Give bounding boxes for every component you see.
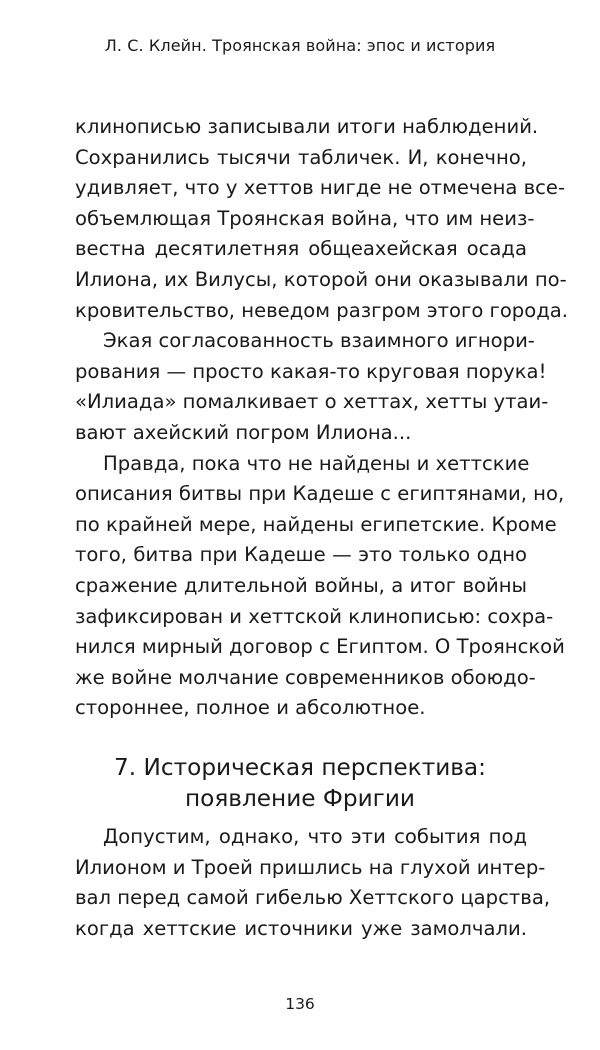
text-line: Илиона, их Вилусы, которой они оказывали по- (75, 267, 567, 291)
text-line: же войне молчание современников обоюдо- (75, 665, 536, 689)
page-number: 136 (285, 995, 315, 1013)
paragraph (75, 326, 549, 448)
paragraph (75, 112, 569, 326)
text-line: сражение длительной войны, а итог войны (75, 573, 527, 597)
section-heading-line: появление Фригии (185, 785, 415, 812)
running-header: Л. С. Клейн. Троянская война: эпос и история (104, 36, 496, 55)
text-line: клинописью записывали итоги наблюдений. (75, 115, 539, 138)
text-line: «Илиада» помалкивает о хеттах, хетты утаи- (75, 390, 549, 414)
text-line: вал перед самой гибелью Хеттского царства, (75, 886, 551, 910)
text-line: того, битва при Кадеше — это только одно (75, 543, 527, 567)
text-line: Илионом и Троей пришлись на глухой интер- (75, 855, 546, 879)
text-line: когда хеттские источники уже замолчали. (75, 916, 527, 940)
body-text-before-heading (75, 112, 569, 724)
section-heading (0, 752, 600, 814)
text-line: вают ахейский погром Илиона... (75, 420, 412, 444)
paragraph (75, 822, 551, 944)
body-text-after-heading (75, 822, 551, 944)
text-line: описания битвы при Кадеше с египтянами, но, (75, 482, 565, 506)
text-line: вестна десятилетняя общеахейская осада (75, 237, 527, 261)
text-line: Допустим, однако, что эти события под (103, 825, 527, 848)
text-line: по крайней мере, найдены египетские. Кроме (75, 512, 557, 536)
text-line: Сохранились тысячи табличек. И, конечно, (75, 145, 527, 169)
section-heading-line: 7. Историческая перспектива: (114, 754, 486, 781)
text-line: рования — просто какая-то круговая порука! (75, 359, 547, 383)
text-line: стороннее, полное и абсолютное. (75, 696, 426, 720)
text-line: кровительство, неведом разгром этого города. (75, 298, 569, 322)
text-line: объемлющая Троянская война, что им неиз- (75, 206, 535, 230)
text-line: удивляет, что у хеттов нигде не отмечена все- (75, 176, 566, 200)
text-line: Правда, пока что не найдены и хеттские (103, 451, 530, 475)
paragraph (75, 449, 565, 724)
text-line: нился мирный договор с Египтом. О Троянской (75, 635, 565, 659)
text-line: зафиксирован и хеттской клинописью: сохра- (75, 604, 554, 628)
text-line: Экая согласованность взаимного игнори- (103, 329, 535, 353)
